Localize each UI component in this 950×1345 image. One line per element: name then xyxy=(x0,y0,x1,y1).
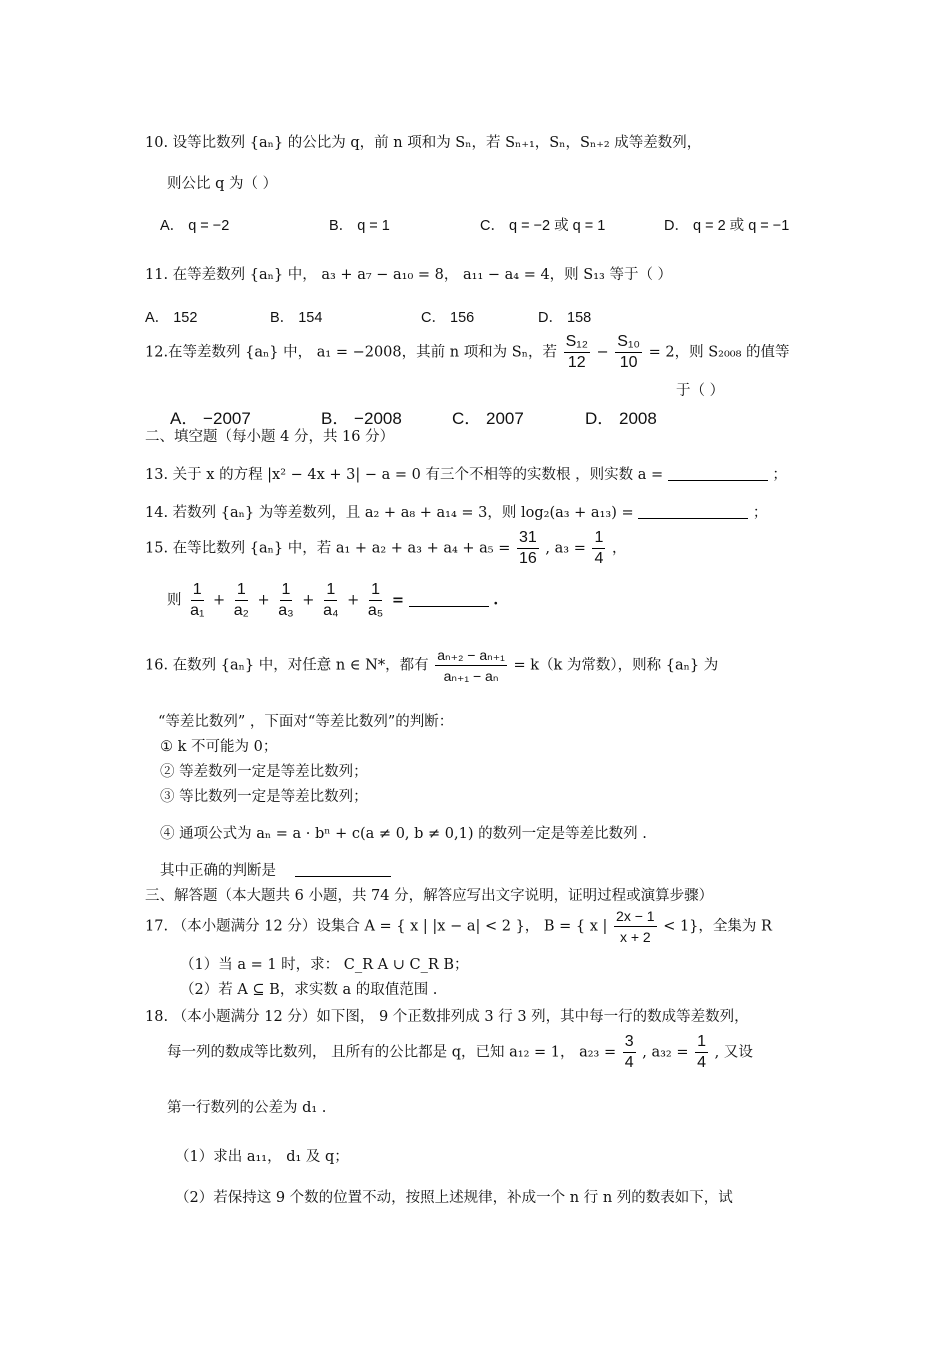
q15-f-num: 31 xyxy=(517,528,539,549)
q12-option-d: D． 2008 xyxy=(585,409,657,428)
q13-end: ； xyxy=(772,467,787,483)
q18-line-2 xyxy=(167,1032,753,1073)
q15-fraction-sum xyxy=(517,528,539,569)
q18-part-1: （1）求出 a₁₁， d₁ 及 q； xyxy=(175,1149,349,1165)
q15-answer-blank[interactable] xyxy=(409,592,489,607)
q10-option-c: C． q = −2 或 q = 1 xyxy=(480,218,606,234)
q18-mid: , a₃₂ = xyxy=(642,1044,689,1061)
q15-period: . xyxy=(493,591,499,609)
q15-recip-3 xyxy=(276,580,295,621)
q16-f-den: aₙ₊₁ − aₙ xyxy=(443,668,499,684)
q15-equals: = xyxy=(391,591,404,609)
q15-recip-2 xyxy=(232,580,251,621)
q14-end: ； xyxy=(752,505,768,521)
q11-option-a: A． 152 xyxy=(145,310,198,326)
q15-recip-4-num: 1 xyxy=(324,580,337,601)
q15-recip-4 xyxy=(321,580,340,621)
q16-line-2: “等差比数列” ，下面对“等差比数列”的判断： xyxy=(158,714,454,730)
q16-prefix: 16. 在数列 {aₙ} 中，对任意 n ∈ N*，都有 xyxy=(145,657,429,674)
q18-fraction-a23 xyxy=(623,1032,636,1073)
q15-recip-5 xyxy=(366,580,385,621)
q11-option-d: D． 158 xyxy=(538,310,592,326)
q14-stem xyxy=(145,501,767,522)
q16-suffix: = k（k 为常数），则称 {aₙ} 为 xyxy=(513,657,719,674)
q15-end: ， xyxy=(611,540,627,557)
q15-recip-1 xyxy=(188,580,206,621)
q10-stem: 10. 设等比数列 {aₙ} 的公比为 q，前 n 项和为 Sₙ，若 Sₙ₊₁，Sₙ，Sₙ₊₂ 成等差数列， xyxy=(145,135,702,151)
q13-answer-blank[interactable] xyxy=(668,466,768,481)
q15-recip-3-den: a₃ xyxy=(278,602,294,619)
q16-f-num: aₙ₊₂ − aₙ₊₁ xyxy=(435,645,507,666)
q10-stem-2: 则公比 q 为（ ） xyxy=(167,176,278,192)
q16-stem xyxy=(145,645,718,686)
q10-option-a: A． q = −2 xyxy=(160,218,230,234)
q17-f-den: x + 2 xyxy=(619,929,651,945)
q10-option-d: D． q = 2 或 q = −1 xyxy=(664,218,790,234)
q16-item-2: ② 等差数列一定是等差比数列； xyxy=(160,764,368,780)
q13-text: 13. 关于 x 的方程 |x² − 4x + 3| − a = 0 有三个不相等的实数根 ，则实数 a = xyxy=(145,467,664,483)
q12-f1-den: 12 xyxy=(567,354,586,371)
q16-item-3: ③ 等比数列一定是等差比数列； xyxy=(160,789,368,805)
q15-recip-1-num: 1 xyxy=(191,580,204,601)
q18-f-den: 4 xyxy=(624,1054,634,1071)
q18-part-2: （2）若保持这 9 个数的位置不动，按照上述规律，补成一个 n 行 n 列的数表如下，试 xyxy=(175,1190,733,1206)
q15-line2-prefix: 则 xyxy=(167,592,182,609)
q15-stem xyxy=(145,528,626,569)
q18-stem: 18. （本小题满分 12 分）如下图， 9 个正数排列成 3 行 3 列，其中每一行的数成等差数列， xyxy=(145,1009,749,1025)
q12-fraction-2 xyxy=(615,332,642,373)
q11-stem: 11. 在等差数列 {aₙ} 中， a₃ + a₇ − a₁₀ = 8， a₁₁ − a₄ = 4，则 S₁₃ 等于（ ） xyxy=(145,267,673,283)
q15-prefix: 15. 在等比数列 {aₙ} 中，若 a₁ + a₂ + a₃ + a₄ + a₅ = xyxy=(145,540,511,557)
section-3-heading: 三、解答题（本大题共 6 小题，共 74 分，解答应写出文字说明，证明过程或演算步骤） xyxy=(145,888,714,904)
q11-option-c: C． 156 xyxy=(421,310,475,326)
q11-option-b: B． 154 xyxy=(270,310,323,326)
q15-mid: , a₃ = xyxy=(545,540,586,557)
q15-g-num: 1 xyxy=(592,528,605,549)
q10-option-b: B． q = 1 xyxy=(329,218,390,234)
q17-part-1: （1）当 a = 1 时，求： C_R A ∪ C_R B； xyxy=(180,957,469,973)
q16-fraction xyxy=(435,645,507,686)
q15-recip-3-num: 1 xyxy=(280,580,293,601)
q12-minus: − xyxy=(596,344,609,361)
q12-suffix: = 2，则 S₂₀₀₈ 的值等 xyxy=(648,344,790,361)
q18-line2-end: , 又设 xyxy=(714,1044,753,1061)
q18-line-3: 第一行数列的公差为 d₁ . xyxy=(167,1100,327,1116)
q15-recip-5-num: 1 xyxy=(369,580,382,601)
q12-f1-num: S₁₂ xyxy=(564,332,590,353)
q16-conclusion-text: 其中正确的判断是 xyxy=(160,863,276,879)
q18-g-num: 1 xyxy=(695,1032,708,1053)
q12-option-b: B． −2008 xyxy=(321,409,402,428)
q15-f-den: 16 xyxy=(519,550,537,567)
q18-f-num: 3 xyxy=(623,1032,636,1053)
q14-answer-blank[interactable] xyxy=(638,504,748,519)
q17-suffix: < 1}，全集为 R xyxy=(663,918,772,935)
q18-fraction-a32 xyxy=(695,1032,708,1073)
q17-part-2: （2）若 A ⊆ B，求实数 a 的取值范围 . xyxy=(180,982,438,998)
q12-fraction-1 xyxy=(564,332,590,373)
q12-option-c: C． 2007 xyxy=(452,409,524,428)
q16-answer-blank[interactable] xyxy=(295,862,391,877)
q15-line-2: 则 $\frac{1}{\text{a₁}}$ + $\frac{1}{\text{a₂}}$ + $\frac{1}{\text{a₃}}$ + $\frac{1}{\text{a₄}}$ + $\frac{1}{\text{a₅}}$ = . xyxy=(167,581,499,619)
q15-g-den: 4 xyxy=(594,550,604,567)
q12-stem-2: 于（ ） xyxy=(676,383,725,399)
q18-line2-prefix: 每一列的数成等比数列， 且所有的公比都是 q，已知 a₁₂ = 1， a₂₃ = xyxy=(167,1044,617,1061)
q17-f-num: 2x − 1 xyxy=(614,906,657,927)
q12-option-a: A． −2007 xyxy=(170,409,251,428)
q13-stem xyxy=(145,463,787,484)
q15-fraction-a3 xyxy=(592,528,605,569)
q15-recip-1-den: a₁ xyxy=(190,602,205,619)
q15-recip-2-num: 1 xyxy=(235,580,248,601)
q15-recip-5-den: a₅ xyxy=(367,602,384,619)
q15-recip-2-den: a₂ xyxy=(233,602,249,619)
q17-prefix: 17. （本小题满分 12 分）设集合 A = { x | |x − a| < 2 }， B = { x | xyxy=(145,918,608,935)
q16-item-4: ④ 通项公式为 aₙ = a · bⁿ + c(a ≠ 0, b ≠ 0,1) 的数列一定是等差比数列 . xyxy=(160,826,647,842)
q16-conclusion xyxy=(160,859,391,880)
q12-f2-den: 10 xyxy=(619,354,638,371)
q12-stem xyxy=(145,332,790,373)
q12-f2-num: S₁₀ xyxy=(615,332,642,353)
q12-prefix: 12.在等差数列 {aₙ} 中， a₁ = −2008，其前 n 项和为 Sₙ，若 xyxy=(145,344,558,361)
q16-item-1: ① k 不可能为 0； xyxy=(160,739,278,755)
q17-stem xyxy=(145,906,772,947)
q17-fraction xyxy=(614,906,657,947)
q18-g-den: 4 xyxy=(697,1054,706,1071)
section-2-heading: 二、填空题（每小题 4 分，共 16 分） xyxy=(145,429,395,445)
q14-text: 14. 若数列 {aₙ} 为等差数列，且 a₂ + a₈ + a₁₄ = 3，则 log₂(a₃ + a₁₃) = xyxy=(145,505,634,521)
q15-recip-4-den: a₄ xyxy=(323,602,339,619)
